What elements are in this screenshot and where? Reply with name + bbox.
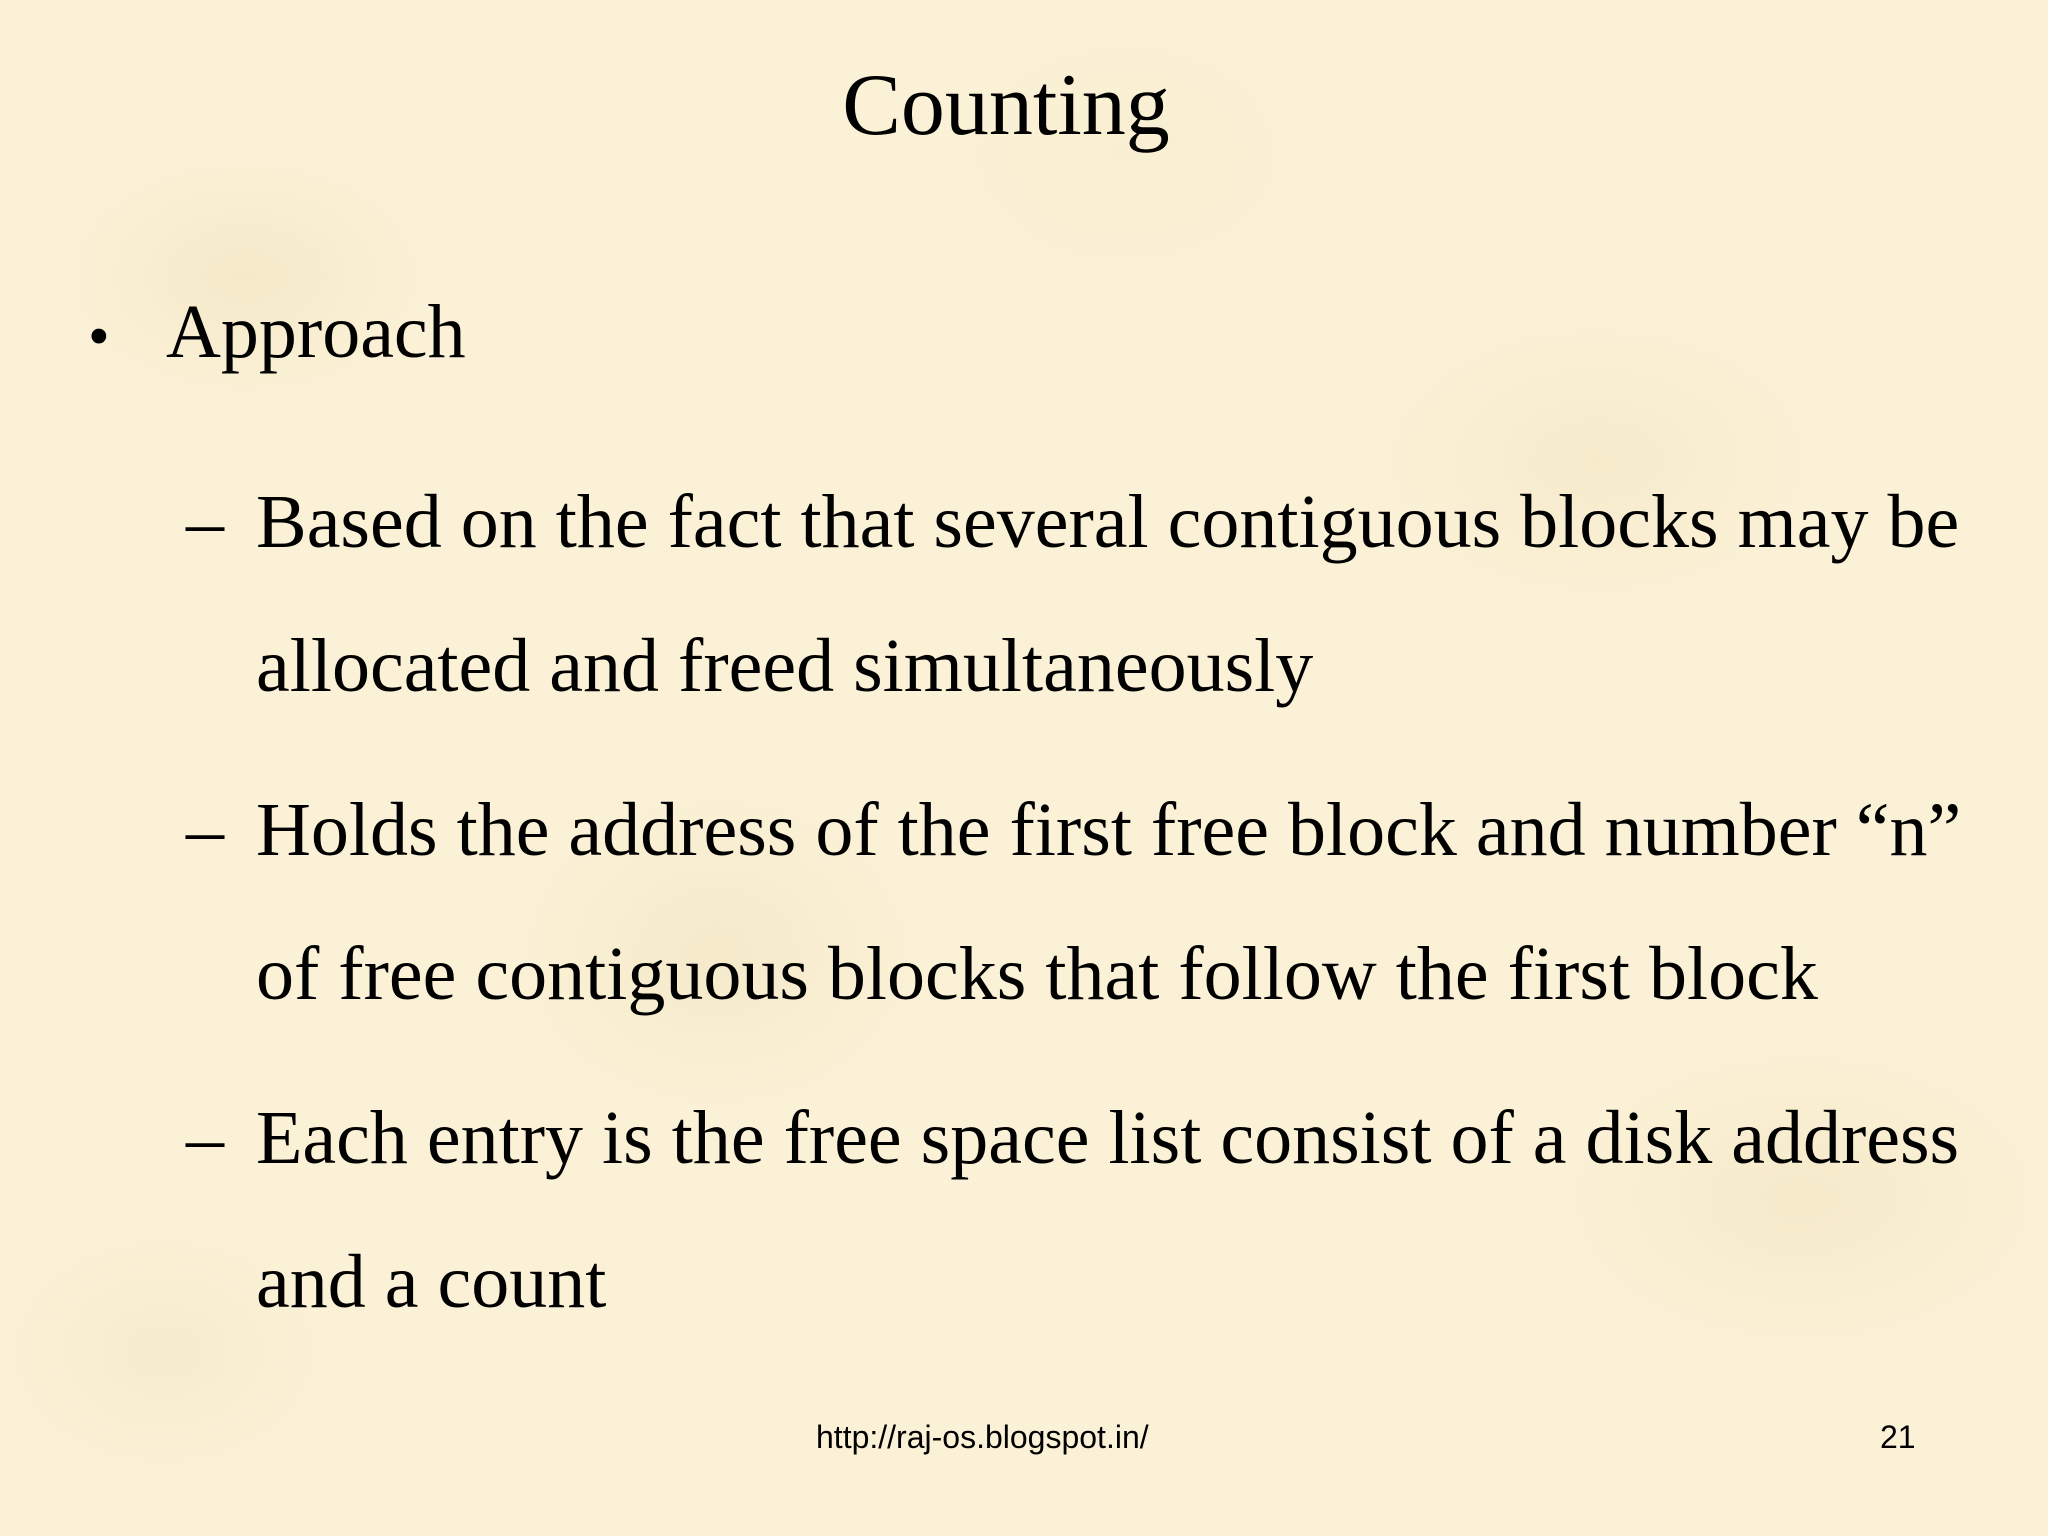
dash-marker: –	[186, 788, 224, 872]
sub-bullet-text: Based on the fact that several contiguous blocks may be allocated and freed simultaneously	[256, 480, 1960, 708]
bullet-marker: •	[88, 303, 110, 371]
dash-marker: –	[186, 1096, 224, 1180]
sub-bullet-item	[186, 758, 1986, 1046]
page-number: 21	[1880, 1419, 1916, 1455]
sub-bullet-text: Holds the address of the first free block and number “n” of free contiguous blocks that follow the first block	[256, 788, 1962, 1016]
bullet-text: Approach	[166, 290, 466, 374]
sub-bullet-text: Each entry is the free space list consist of a disk address and a count	[256, 1096, 1960, 1324]
footer-url-link[interactable]: http://raj-os.blogspot.in/	[816, 1419, 1149, 1455]
sub-bullet-item	[186, 450, 1986, 738]
bullet-item-approach	[88, 284, 466, 385]
slide-title: Counting	[842, 57, 1170, 154]
sub-bullet-list	[186, 450, 1986, 1354]
dash-marker: –	[186, 480, 224, 564]
sub-bullet-item	[186, 1066, 1986, 1354]
